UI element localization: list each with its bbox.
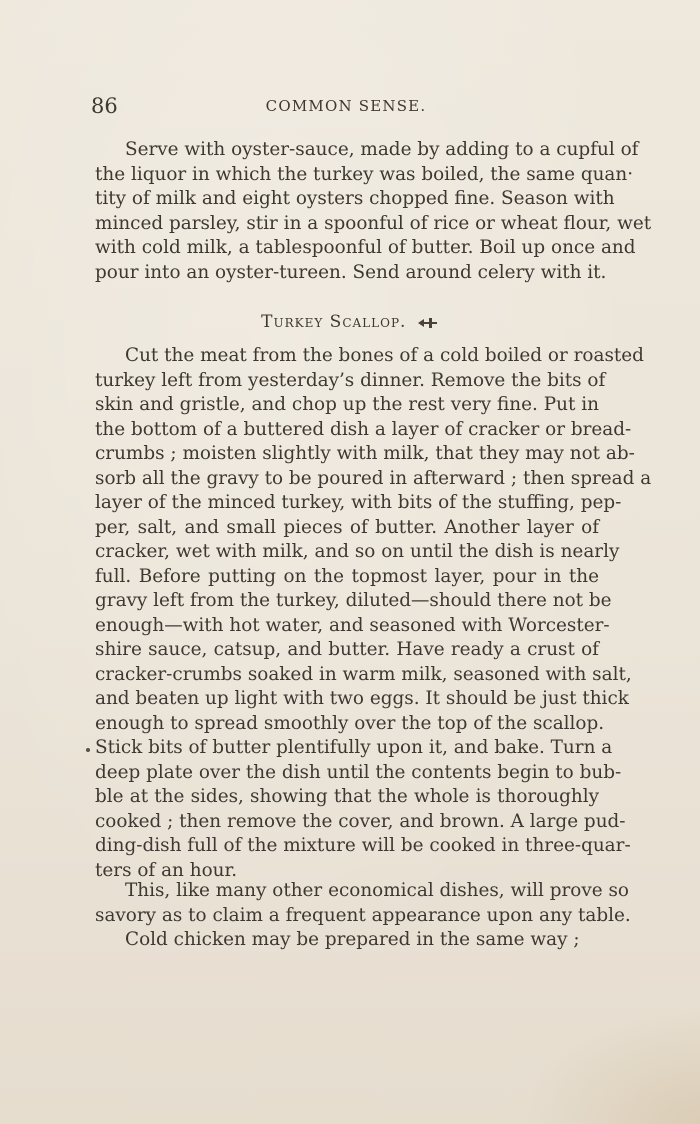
running-title: COMMON SENSE. xyxy=(265,97,427,115)
margin-mark xyxy=(86,748,90,752)
text-line: shire sauce, catsup, and butter. Have ready a crust of xyxy=(95,639,599,660)
text-line: minced parsley, stir in a spoonful of rice or wheat flour, wet xyxy=(95,212,652,234)
text-line: skin and gristle, and chop up the rest very fine. Put in xyxy=(95,394,599,415)
text-line: ding-dish full of the mixture will be cooked in three-quar- xyxy=(95,835,631,856)
turkey-scallop-paragraph xyxy=(95,344,652,883)
text-line: sorb all the gravy to be poured in afterward ; then spread a xyxy=(95,467,652,489)
text-line: deep plate over the dish until the contents begin to bub- xyxy=(95,761,622,783)
text-line: savory as to claim a frequent appearance upon any table. xyxy=(95,904,631,926)
text-line: the bottom of a buttered dish a layer of cracker or bread- xyxy=(95,418,632,440)
text-line: Cold chicken may be prepared in the same way ; xyxy=(125,929,580,950)
pointing-hand-icon xyxy=(417,315,439,331)
text-line: the liquor in which the turkey was boiled, the same quan· xyxy=(95,163,634,185)
text-line: cracker-crumbs soaked in warm milk, seasoned with salt, xyxy=(95,663,632,685)
text-line: enough—with hot water, and seasoned with Worcester- xyxy=(95,614,610,636)
text-line: enough to spread smoothly over the top of the scallop. xyxy=(95,712,605,734)
text-line: per, salt, and small pieces of butter. Another layer of xyxy=(95,516,599,538)
text-line: ble at the sides, showing that the whole is thoroughly xyxy=(95,786,599,807)
text-line: tity of milk and eight oysters chopped fine. Season with xyxy=(95,188,615,209)
recipe-heading xyxy=(0,311,700,333)
text-line: ters of an hour. xyxy=(95,859,238,881)
text-line: layer of the minced turkey, with bits of the stuffing, pep- xyxy=(95,492,622,513)
text-line: Stick bits of butter plentifully upon it, and bake. Turn a xyxy=(95,737,613,758)
text-line: gravy left from the turkey, diluted—should there not be xyxy=(95,590,612,611)
text-line: Cut the meat from the bones of a cold boiled or roasted xyxy=(125,345,644,366)
text-line: cooked ; then remove the cover, and brown. A large pud- xyxy=(95,810,626,832)
text-line: full. Before putting on the topmost layer, pour in the xyxy=(95,565,599,587)
text-line: pour into an oyster-tureen. Send around celery with it. xyxy=(95,261,607,283)
text-line: with cold milk, a tablespoonful of butter. Boil up once and xyxy=(95,237,636,258)
text-line: and beaten up light with two eggs. It should be just thick xyxy=(95,688,629,709)
page-number: 86 xyxy=(91,94,118,118)
text-line: This, like many other economical dishes, will prove so xyxy=(125,880,630,901)
text-line: Serve with oyster-sauce, made by adding to a cupful of xyxy=(125,139,639,160)
text-line: turkey left from yesterday’s dinner. Remove the bits of xyxy=(95,369,606,391)
text-line: cracker, wet with milk, and so on until the dish is nearly xyxy=(95,541,620,562)
running-head xyxy=(91,94,601,118)
closing-paragraphs xyxy=(95,879,631,953)
text-line: crumbs ; moisten slightly with milk, that they may not ab- xyxy=(95,443,635,464)
oyster-sauce-paragraph xyxy=(95,138,652,285)
recipe-title: Turkey Scallop. xyxy=(261,312,407,332)
